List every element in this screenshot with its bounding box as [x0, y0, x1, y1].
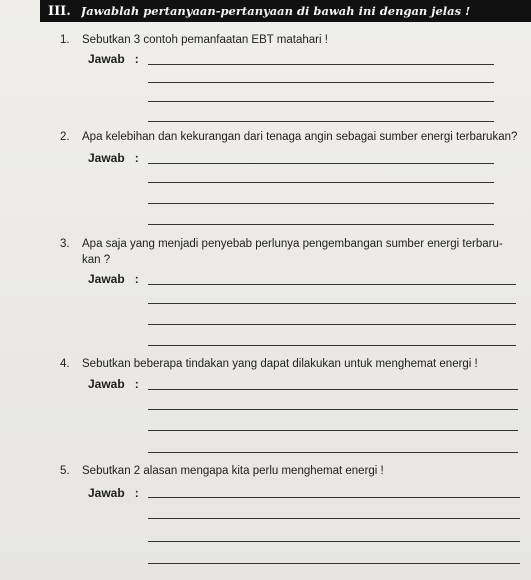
answer-line[interactable]	[148, 64, 494, 65]
section-numeral: III.	[48, 3, 71, 19]
answer-line[interactable]	[148, 324, 516, 325]
answer-line[interactable]	[148, 121, 494, 122]
answer-line[interactable]	[148, 430, 518, 431]
section-header	[40, 0, 531, 22]
answer-line[interactable]	[148, 224, 494, 225]
answer-line[interactable]	[148, 82, 494, 83]
question-text: Apa kelebihan dan kekurangan dari tenaga angin sebagai sumber energi terbarukan?	[82, 131, 518, 143]
question-text: Sebutkan beberapa tindakan yang dapat dilakukan untuk menghemat energi !	[82, 358, 478, 370]
question-number: 5.	[60, 465, 70, 477]
answer-label-4: Jawab :	[88, 377, 139, 391]
answer-line[interactable]	[148, 563, 520, 564]
answer-line[interactable]	[148, 518, 520, 519]
question-number: 4.	[60, 358, 70, 370]
answer-line[interactable]	[148, 541, 520, 542]
answer-label-2: Jawab :	[88, 151, 139, 165]
question-text: Sebutkan 3 contoh pemanfaatan EBT matahari !	[82, 34, 328, 46]
answer-line[interactable]	[148, 409, 518, 410]
answer-line[interactable]	[148, 452, 518, 453]
question-number: 3.	[60, 238, 70, 250]
answer-line[interactable]	[148, 284, 516, 285]
answer-line[interactable]	[148, 389, 518, 390]
question-text: Sebutkan 2 alasan mengapa kita perlu menghemat energi !	[82, 465, 384, 477]
answer-line[interactable]	[148, 203, 494, 204]
section-instruction: Jawablah pertanyaan-pertanyaan di bawah ini dengan jelas !	[80, 4, 471, 18]
answer-line[interactable]	[148, 303, 516, 304]
question-text: Apa saja yang menjadi penyebab perlunya pengembangan sumber energi terbaru- kan ?	[82, 238, 503, 266]
answer-label-3: Jawab :	[88, 272, 139, 286]
answer-line[interactable]	[148, 163, 494, 164]
question-number: 1.	[60, 34, 70, 46]
answer-line[interactable]	[148, 101, 494, 102]
answer-label-5: Jawab :	[88, 486, 139, 500]
answer-line[interactable]	[148, 497, 520, 498]
question-number: 2.	[60, 131, 70, 143]
answer-label-1: Jawab :	[88, 52, 139, 66]
answer-line[interactable]	[148, 345, 516, 346]
answer-line[interactable]	[148, 182, 494, 183]
